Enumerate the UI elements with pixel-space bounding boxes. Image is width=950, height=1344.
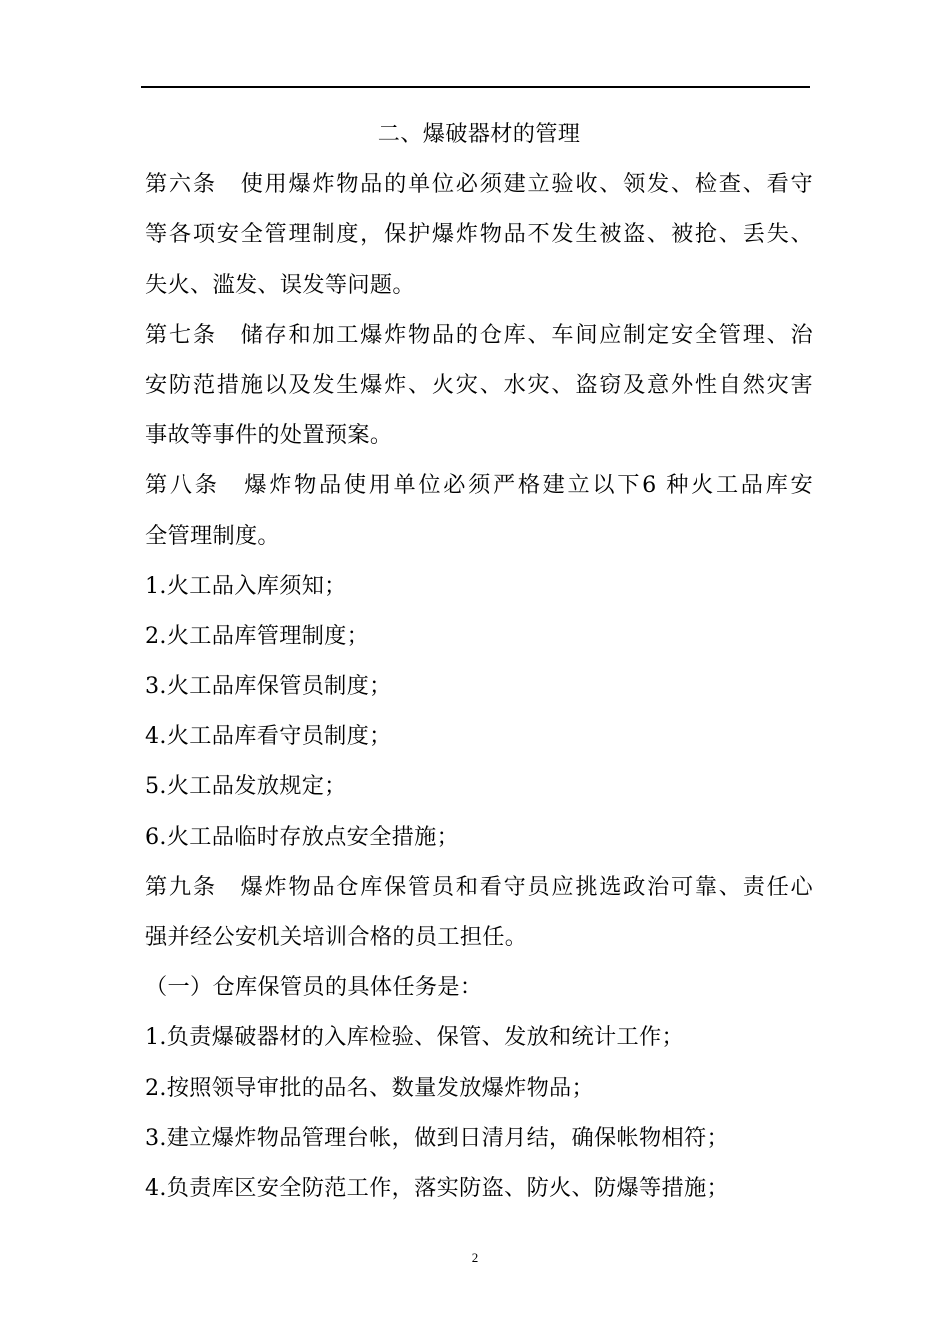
article-8-line-1: 第八条 爆炸物品使用单位必须严格建立以下6 种火工品库安 (145, 472, 813, 499)
subsection-heading: （一）仓库保管员的具体任务是： (145, 974, 483, 1001)
article-7-line-2: 安防范措施以及发生爆炸、火灾、水灾、盗窃及意外性自然灾害 (145, 371, 813, 398)
list-item: 1.火工品入库须知； (145, 572, 347, 599)
article-6-line-3: 失火、滥发、误发等问题。 (145, 271, 415, 298)
list-item: 3.建立爆炸物品管理台帐，做到日清月结，确保帐物相符； (145, 1124, 729, 1151)
document-body (145, 112, 813, 1216)
list-item: 5.火工品发放规定； (145, 773, 347, 800)
article-7-line-3: 事故等事件的处置预案。 (145, 422, 393, 449)
list-item: 3.火工品库保管员制度； (145, 673, 392, 700)
list-item: 2.按照领导审批的品名、数量发放爆炸物品； (145, 1074, 595, 1101)
article-7-line-1: 第七条 储存和加工爆炸物品的仓库、车间应制定安全管理、治 (145, 321, 813, 348)
article-6-line-2: 等各项安全管理制度，保护爆炸物品不发生被盗、被抢、丢失、 (145, 221, 813, 248)
header-rule (141, 86, 810, 88)
article-9-line-1: 第九条 爆炸物品仓库保管员和看守员应挑选政治可靠、责任心 (145, 873, 813, 900)
article-8-line-2: 全管理制度。 (145, 522, 280, 549)
list-item: 2.火工品库管理制度； (145, 622, 370, 649)
list-item: 1.负责爆破器材的入库检验、保管、发放和统计工作； (145, 1024, 684, 1051)
article-9-line-2: 强并经公安机关培训合格的员工担任。 (145, 924, 528, 950)
list-item: 6.火工品临时存放点安全措施； (145, 823, 460, 850)
list-item: 4.负责库区安全防范工作，落实防盗、防火、防爆等措施； (145, 1174, 729, 1201)
page-number: 2 (471, 1250, 479, 1265)
list-item: 4.火工品库看守员制度； (145, 723, 392, 750)
article-6-line-1: 第六条 使用爆炸物品的单位必须建立验收、领发、检查、看守 (145, 171, 813, 198)
section-title: 二、爆破器材的管理 (377, 121, 581, 147)
